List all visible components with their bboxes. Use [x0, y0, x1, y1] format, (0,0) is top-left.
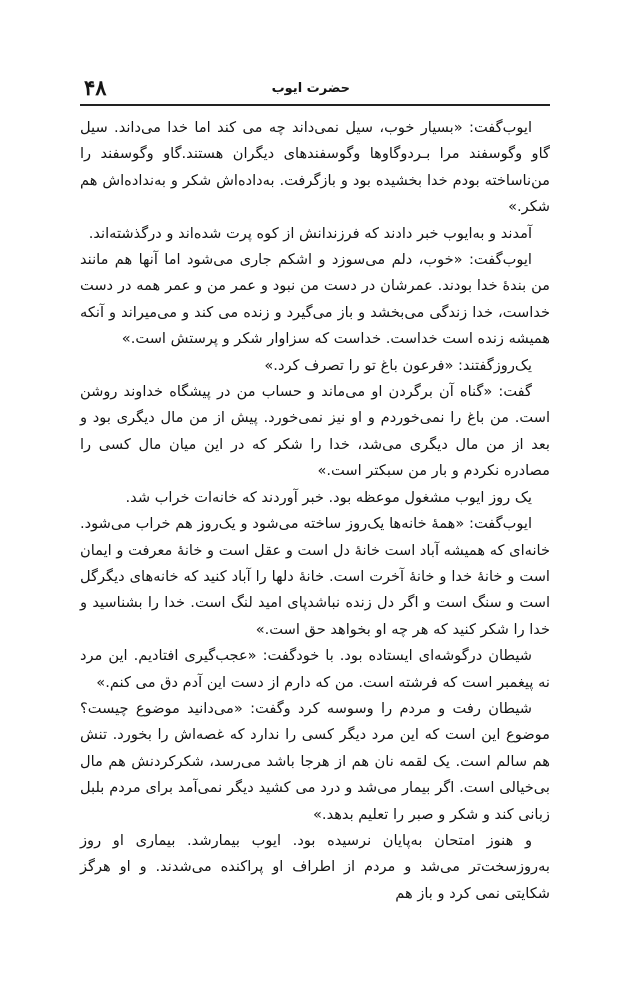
paragraph: شیطان درگوشه‌ای ایستاده بود. با خودگفت: «عجب‌گیری افتادیم. این مرد نه پیغمبر است که فرشته است. من که دارم از دست این آدم دق می کنم.»	[80, 647, 550, 691]
paragraph: شیطان رفت و مردم را وسوسه کرد وگفت: «می‌دانید موضوع چیست؟ موضوع این است که این مرد دیگر کسی را ندارد که غصه‌اش را بخورد. تنش هم سالم است. یک لقمه نان هم از هرجا باشد می‌رسد، شکرکردنش هم مال بی‌خیالی است. اگر بیمار می‌شد و درد می کشید دیگر نمی‌آمد برای مردم بلبل زبانی کند و شکر و صبر را تعلیم بدهد.»	[80, 699, 550, 823]
page-number: ۴۸	[84, 75, 107, 100]
paragraph: گفت: «گناه آن برگردن او می‌ماند و حساب من در پیشگاه خداوند روشن است. من باغ را نمی‌خوردم و او نیز نمی‌خورد. پیش از من مال دیگری بود و بعد از من مال دیگری می‌شد، خدا را شکر که در این میان مال کسی را مصادره نکردم و بار من سبکتر است.»	[80, 383, 550, 480]
paragraph: ایوب‌گفت: «خوب، دلم می‌سوزد و اشکم جاری می‌شود اما آنها هم مانند من بندهٔ خدا بودند. عمرشان در دست من نبود و عمر من و عمر همه در دست خداست، خدا زندگی می‌بخشد و باز می‌گیرد و زنده می کند و می‌میراند و آنکه همیشه زنده است خداست. خداست که سزاوار شکر و پرستش است.»	[80, 251, 550, 348]
paragraph: یک روز ایوب مشغول موعظه بود. خبر آوردند که خانه‌ات خراب شد.	[125, 488, 532, 506]
page-header	[80, 74, 550, 106]
paragraph: ایوب‌گفت: «همهٔ خانه‌ها یک‌روز ساخته می‌شود و یک‌روز هم خراب می‌شود. خانه‌ای که همیشه آباد است خانهٔ دل است و عقل است و خانهٔ معرفت و ایمان است و خانهٔ خدا و خانهٔ آخرت است. خانهٔ دلها را آباد کنید که خانه‌های دیگرگل است و سنگ است و اگر دل زنده نباشد‌پای امید لنگ است. خدا را بشناسید و خدا را شکر کنید که هر چه او بخواهد حق است.»	[80, 515, 550, 638]
body-text	[80, 115, 550, 907]
paragraph: ایوب‌گفت: «بسیار خوب، سیل نمی‌داند چه می کند اما خدا می‌داند. سیل گاو وگوسفند مرا بـردوگاوها وگوسفندهای دیگران هستند.گاو وگوسفند را من‌ناساخته بودم خدا بخشیده بود و بازگرفت. به‌داده‌اش شکر و به‌نداده‌اش هم شکر.»	[80, 119, 550, 216]
running-title: حضرت ایوب	[271, 81, 350, 96]
paragraph: آمدند و به‌ایوب خبر دادند که فرزندانش از کوه پرت شده‌اند و درگذشته‌اند.	[88, 224, 532, 242]
paragraph: یک‌روزگفتند: «فرعون باغ تو را تصرف کرد.»	[264, 356, 532, 374]
paragraph: و هنوز امتحان به‌پایان نرسیده بود. ایوب بیمارشد. بیماری او روز به‌روزسخت‌تر می‌شد و مردم از اطراف او پراکنده می‌شدند. و او هرگز شکایتی نمی کرد و باز هم	[80, 831, 550, 902]
